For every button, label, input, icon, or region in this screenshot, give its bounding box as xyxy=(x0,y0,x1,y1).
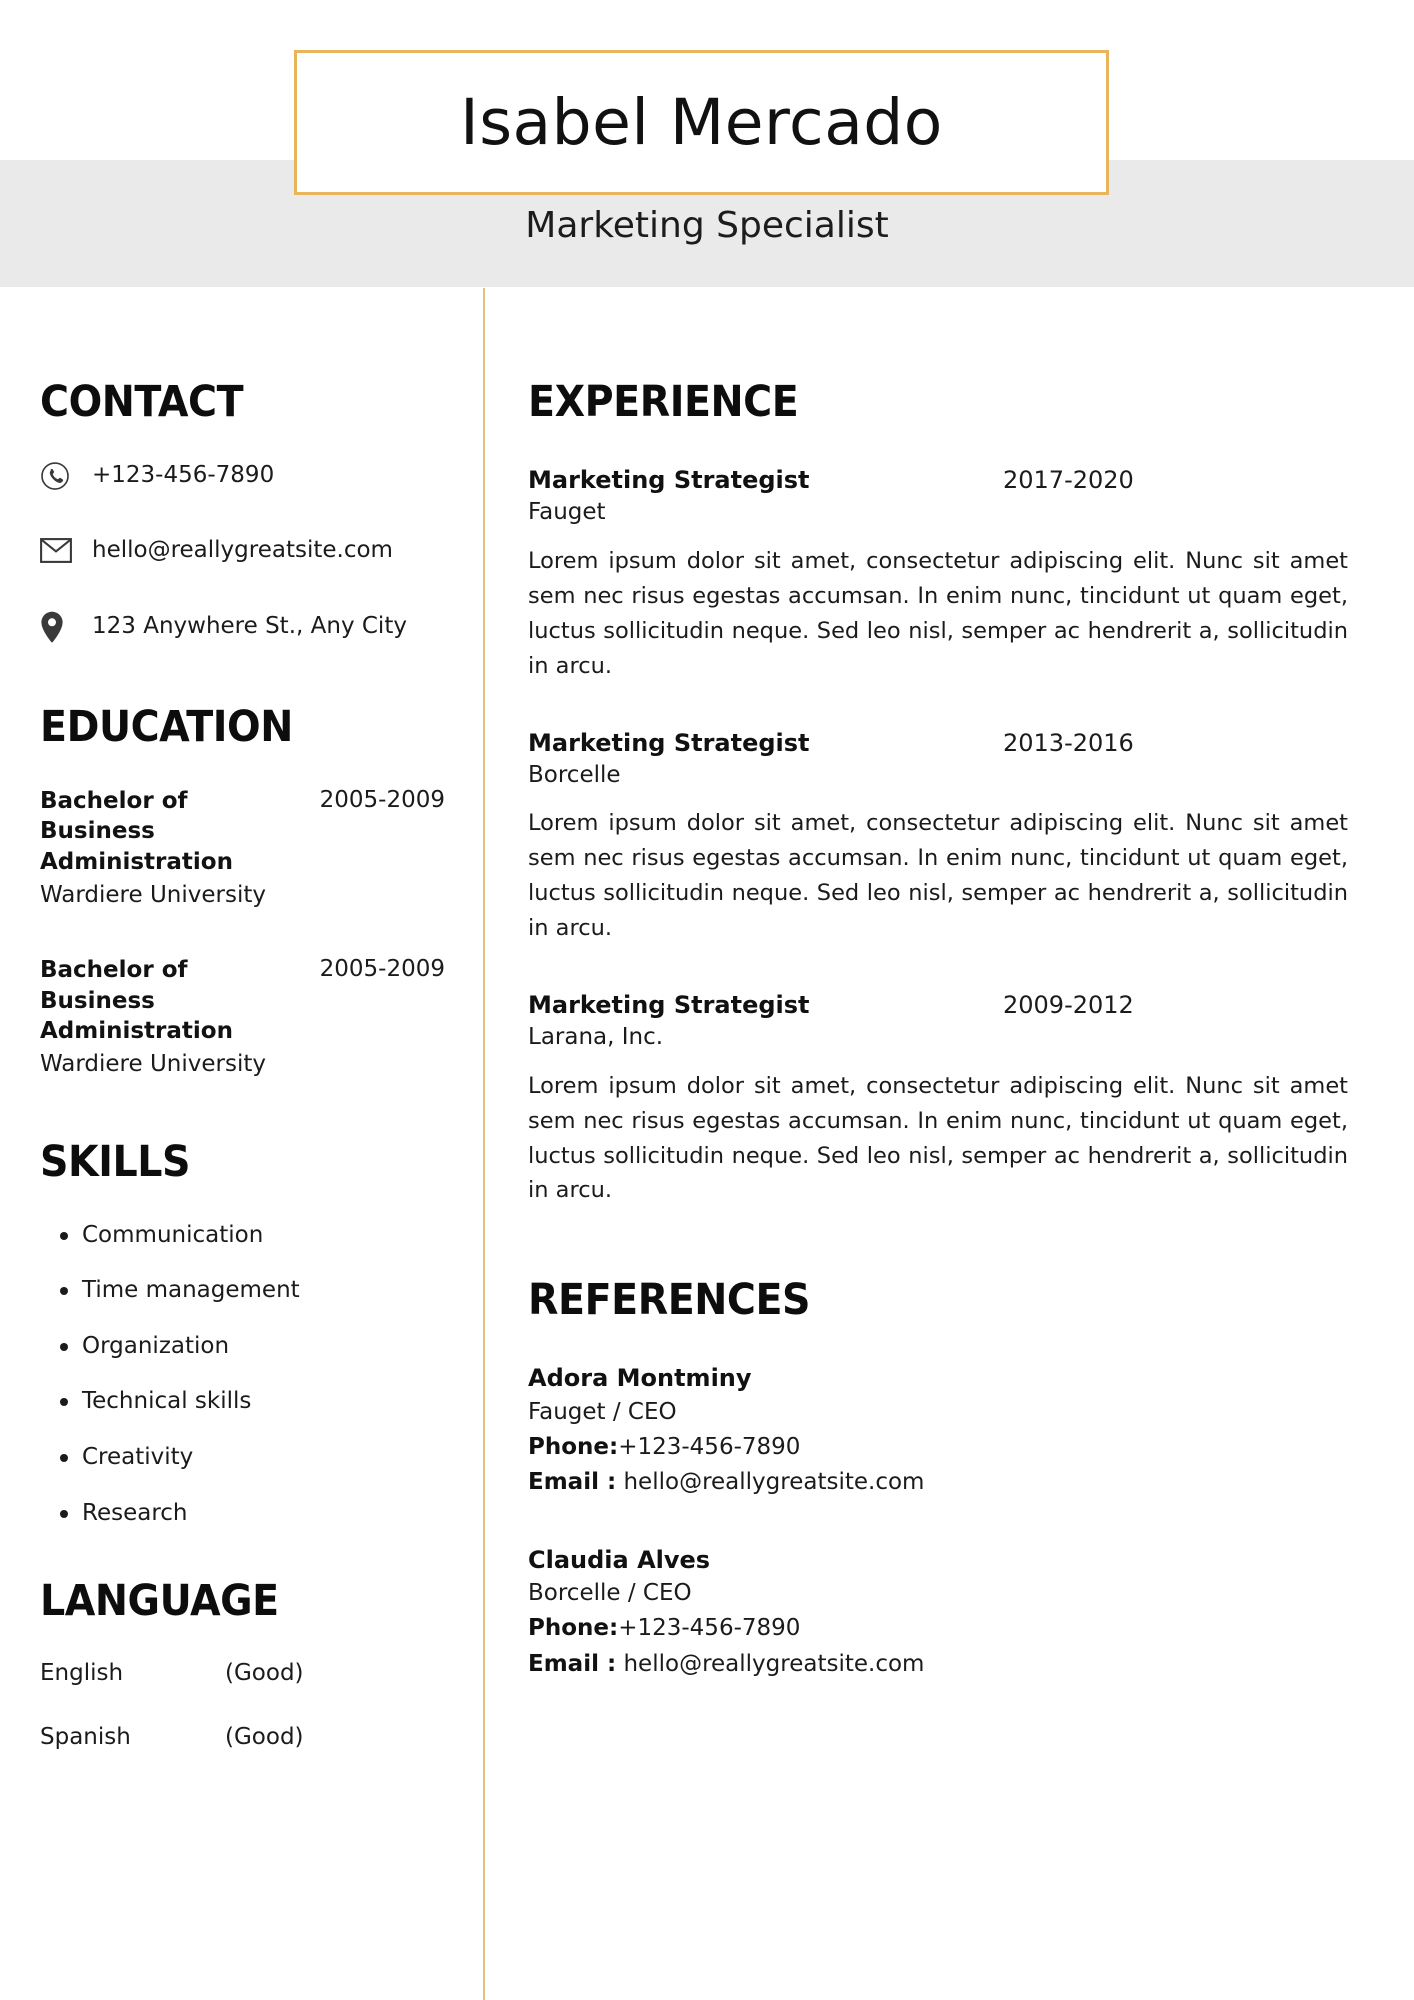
skill-item: Creativity xyxy=(40,1444,445,1472)
reference-email-line xyxy=(528,1649,1348,1681)
education-section xyxy=(40,701,445,1081)
skills-heading: SKILLS xyxy=(40,1137,191,1188)
reference-email-label: Email : xyxy=(528,1651,617,1678)
job-years: 2009-2012 xyxy=(1003,990,1134,1019)
column-divider xyxy=(483,288,485,2000)
job-company: Borcelle xyxy=(528,761,621,788)
reference-role: Borcelle / CEO xyxy=(528,1580,692,1607)
education-degree: Bachelor of Business Administration xyxy=(40,787,233,875)
skill-item: Time management xyxy=(40,1277,445,1305)
education-years: 2005-2009 xyxy=(319,956,445,983)
job-title: Marketing Strategist xyxy=(528,466,810,495)
language-row xyxy=(40,1660,445,1688)
language-section xyxy=(40,1576,445,1751)
experience-entry xyxy=(528,728,1348,946)
contact-item-location xyxy=(40,611,445,643)
reference-name: Adora Montminy xyxy=(528,1364,752,1393)
reference-phone-label: Phone: xyxy=(528,1615,619,1642)
candidate-name: Isabel Mercado xyxy=(460,86,943,159)
skills-list xyxy=(40,1222,445,1528)
reference-entry xyxy=(528,1363,1348,1499)
job-title: Marketing Strategist xyxy=(528,728,810,757)
education-school: Wardiere University xyxy=(40,1051,266,1078)
skill-item: Technical skills xyxy=(40,1388,445,1416)
contact-heading: CONTACT xyxy=(40,377,244,427)
language-level: (Good) xyxy=(225,1723,304,1750)
language-row xyxy=(40,1724,445,1752)
education-entry-head xyxy=(40,955,445,1046)
contact-item-email xyxy=(40,537,445,565)
reference-phone-value: +123-456-7890 xyxy=(618,1433,801,1460)
name-box xyxy=(294,50,1109,195)
reference-entry xyxy=(528,1545,1348,1681)
education-heading: EDUCATION xyxy=(40,701,293,752)
reference-role: Fauget / CEO xyxy=(528,1398,677,1425)
email-icon xyxy=(40,538,80,563)
skills-section xyxy=(40,1137,445,1527)
experience-entry-head xyxy=(528,728,1348,758)
reference-phone-value: +123-456-7890 xyxy=(618,1615,801,1642)
experience-entry xyxy=(528,990,1348,1208)
experience-entry xyxy=(528,465,1348,683)
reference-name: Claudia Alves xyxy=(528,1546,711,1575)
candidate-role: Marketing Specialist xyxy=(525,205,889,246)
contact-email-value: hello@reallygreatsite.com xyxy=(92,537,393,564)
experience-heading: EXPERIENCE xyxy=(528,377,799,427)
language-name: English xyxy=(40,1660,124,1687)
job-description: Lorem ipsum dolor sit amet, consectetur adipiscing elit. Nunc sit amet sem nec risus egestas accumsan. In enim nunc, tincidunt ut quam eget, luctus sollicitudin neque. Sed leo nisl, semper ac hendrerit a, sollicitudin in arcu. xyxy=(528,548,1348,679)
education-school: Wardiere University xyxy=(40,881,266,908)
education-entry xyxy=(40,955,445,1080)
experience-entry-head xyxy=(528,990,1348,1020)
main-column xyxy=(528,377,1348,1727)
references-heading: REFERENCES xyxy=(528,1275,811,1326)
reference-phone-line xyxy=(528,1613,1348,1645)
reference-email-label: Email : xyxy=(528,1469,617,1496)
reference-phone-label: Phone: xyxy=(528,1433,619,1460)
references-section xyxy=(528,1275,1348,1681)
job-years: 2013-2016 xyxy=(1003,728,1134,757)
location-icon xyxy=(40,611,80,643)
skill-item: Communication xyxy=(40,1222,445,1250)
language-heading: LANGUAGE xyxy=(40,1576,279,1627)
experience-section xyxy=(528,377,1348,1208)
phone-icon xyxy=(40,461,80,491)
contact-section xyxy=(40,377,445,643)
job-description: Lorem ipsum dolor sit amet, consectetur adipiscing elit. Nunc sit amet sem nec risus egestas accumsan. In enim nunc, tincidunt ut quam eget, luctus sollicitudin neque. Sed leo nisl, semper ac hendrerit a, sollicitudin in arcu. xyxy=(528,1072,1348,1204)
sidebar-column xyxy=(40,377,445,1787)
job-company: Larana, Inc. xyxy=(528,1023,664,1050)
experience-entry-head xyxy=(528,465,1348,495)
reference-email-value: hello@reallygreatsite.com xyxy=(623,1469,925,1496)
reference-email-value: hello@reallygreatsite.com xyxy=(623,1651,925,1678)
education-years: 2005-2009 xyxy=(319,786,445,813)
job-title: Marketing Strategist xyxy=(528,990,810,1019)
job-company: Fauget xyxy=(528,499,606,526)
skill-item: Research xyxy=(40,1500,445,1528)
reference-email-line xyxy=(528,1467,1348,1499)
job-description: Lorem ipsum dolor sit amet, consectetur adipiscing elit. Nunc sit amet sem nec risus egestas accumsan. In enim nunc, tincidunt ut quam eget, luctus sollicitudin neque. Sed leo nisl, semper ac hendrerit a, sollicitudin in arcu. xyxy=(528,810,1348,942)
contact-phone-value: +123-456-7890 xyxy=(92,462,275,489)
education-entry-head xyxy=(40,786,445,877)
reference-phone-line xyxy=(528,1432,1348,1464)
language-name: Spanish xyxy=(40,1723,131,1750)
skill-item: Organization xyxy=(40,1333,445,1361)
contact-item-phone xyxy=(40,461,445,491)
contact-address-value: 123 Anywhere St., Any City xyxy=(92,612,407,639)
job-years: 2017-2020 xyxy=(1003,466,1134,495)
education-entry xyxy=(40,786,445,911)
language-level: (Good) xyxy=(225,1660,304,1687)
education-degree: Bachelor of Business Administration xyxy=(40,957,233,1044)
